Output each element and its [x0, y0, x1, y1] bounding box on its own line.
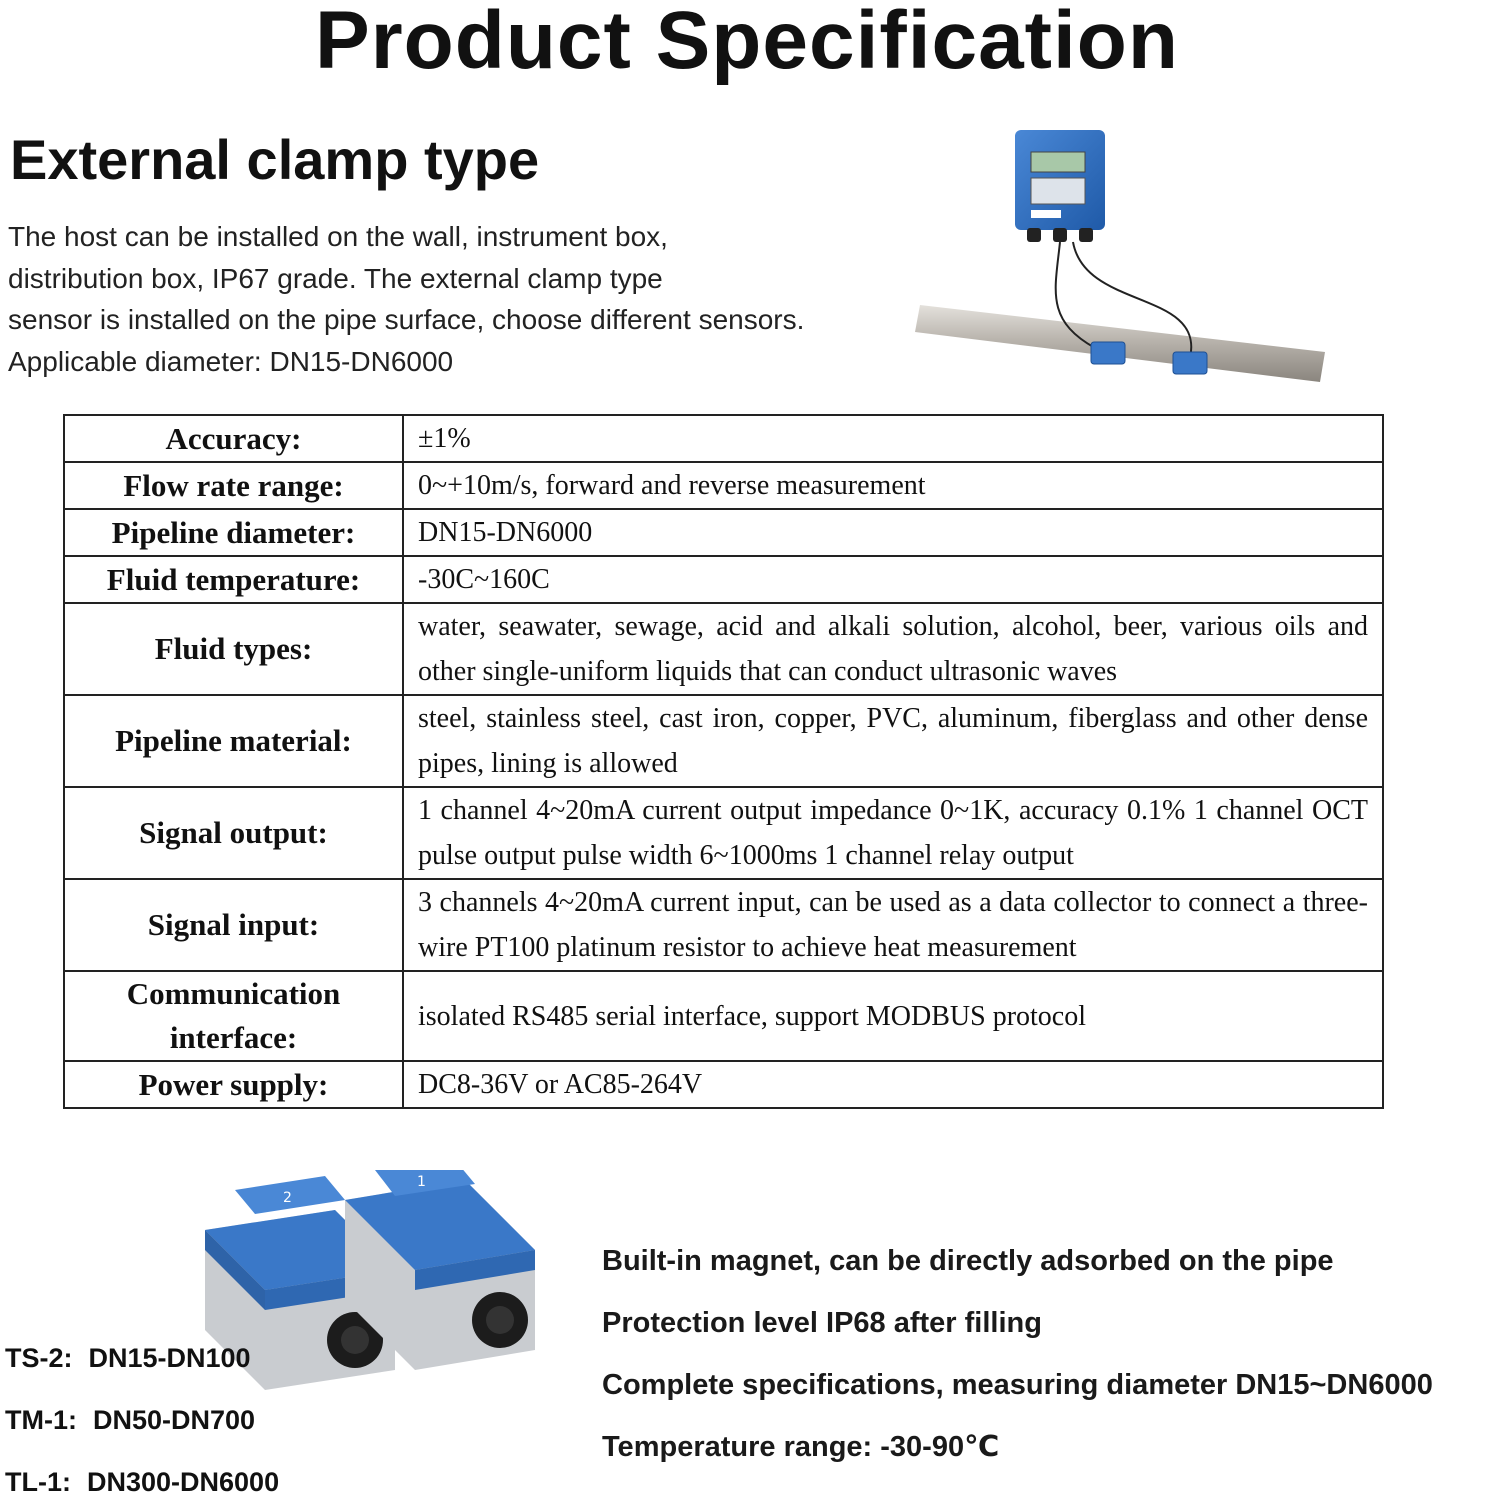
cable-gland	[1079, 228, 1093, 242]
sensor-illustration	[195, 1170, 575, 1400]
sensor-number-label: 1	[417, 1174, 426, 1190]
intro-text	[8, 216, 908, 382]
feature-item: Complete specifications, measuring diameter DN15~DN6000	[602, 1369, 1433, 1401]
intro-line: The host can be installed on the wall, instrument box,	[8, 221, 668, 252]
table-row	[64, 787, 1383, 879]
sensor-model-item	[5, 1466, 279, 1498]
table-row	[64, 879, 1383, 971]
spec-value: 3 channels 4~20mA current input, can be used as a data collector to connect a three-wire PT100 platinum resistor to achieve heat measurement	[403, 879, 1383, 971]
spec-label: Communication interface:	[64, 971, 403, 1061]
spec-label: Fluid types:	[64, 603, 403, 695]
spec-label: Accuracy:	[64, 415, 403, 462]
spec-value: water, seawater, sewage, acid and alkali solution, alcohol, beer, various oils and other single-uniform liquids that can conduct ultrasonic waves	[403, 603, 1383, 695]
flowmeter-illustration	[915, 120, 1345, 400]
cable-gland	[1053, 228, 1067, 242]
spec-table	[63, 414, 1384, 1109]
feature-item: Temperature range: -30-90℃	[602, 1431, 1000, 1463]
intro-line: sensor is installed on the pipe surface, choose different sensors.	[8, 304, 805, 335]
table-row	[64, 603, 1383, 695]
sensor-model-item	[5, 1342, 251, 1374]
spec-value: isolated RS485 serial interface, support MODBUS protocol	[403, 971, 1383, 1061]
sensor-model-range: DN50-DN700	[92, 1405, 256, 1435]
spec-label: Power supply:	[64, 1061, 403, 1108]
feature-item: Built-in magnet, can be directly adsorbed on the pipe	[602, 1245, 1334, 1277]
transducer-shape	[1173, 352, 1207, 374]
table-row	[64, 971, 1383, 1061]
spec-label: Signal output:	[64, 787, 403, 879]
host-badge	[1031, 210, 1061, 218]
transducer-shape	[1091, 342, 1125, 364]
page-title: Product Specification	[315, 0, 1179, 86]
spec-value: steel, stainless steel, cast iron, copper, PVC, aluminum, fiberglass and other dense pipes, lining is allowed	[403, 695, 1383, 787]
table-row	[64, 415, 1383, 462]
sensor-model-range: DN15-DN100	[88, 1343, 251, 1373]
table-row	[64, 556, 1383, 603]
spec-label: Pipeline diameter:	[64, 509, 403, 556]
sensor-model-name: TM-1:	[5, 1405, 77, 1435]
spec-value: 1 channel 4~20mA current output impedance 0~1K, accuracy 0.1% 1 channel OCT pulse output pulse width 6~1000ms 1 channel relay output	[403, 787, 1383, 879]
spec-value: -30C~160C	[403, 556, 1383, 603]
intro-line: distribution box, IP67 grade. The external clamp type	[8, 262, 663, 294]
intro-line: Applicable diameter: DN15-DN6000	[8, 345, 454, 377]
table-row	[64, 695, 1383, 787]
table-row	[64, 509, 1383, 556]
sensor-number-label: 2	[283, 1190, 292, 1206]
spec-label: Pipeline material:	[64, 695, 403, 787]
spec-value: DC8-36V or AC85-264V	[403, 1061, 1383, 1108]
host-keypad	[1031, 178, 1085, 204]
feature-item: Protection level IP68 after filling	[602, 1307, 1042, 1339]
spec-label: Fluid temperature:	[64, 556, 403, 603]
spec-value: DN15-DN6000	[403, 509, 1383, 556]
spec-value: 0~+10m/s, forward and reverse measurement	[403, 462, 1383, 509]
table-row	[64, 1061, 1383, 1108]
sensor-model-item	[5, 1404, 255, 1436]
section-title: External clamp type	[10, 128, 540, 191]
table-row	[64, 462, 1383, 509]
spec-label: Flow rate range:	[64, 462, 403, 509]
sensor-model-range: DN300-DN6000	[86, 1467, 280, 1497]
sensor-model-name: TL-1:	[5, 1467, 71, 1497]
sensor-model-name: TS-2:	[5, 1343, 73, 1373]
spec-value: ±1%	[403, 415, 1383, 462]
cable-gland	[1027, 228, 1041, 242]
spec-label: Signal input:	[64, 879, 403, 971]
host-display	[1031, 152, 1085, 172]
